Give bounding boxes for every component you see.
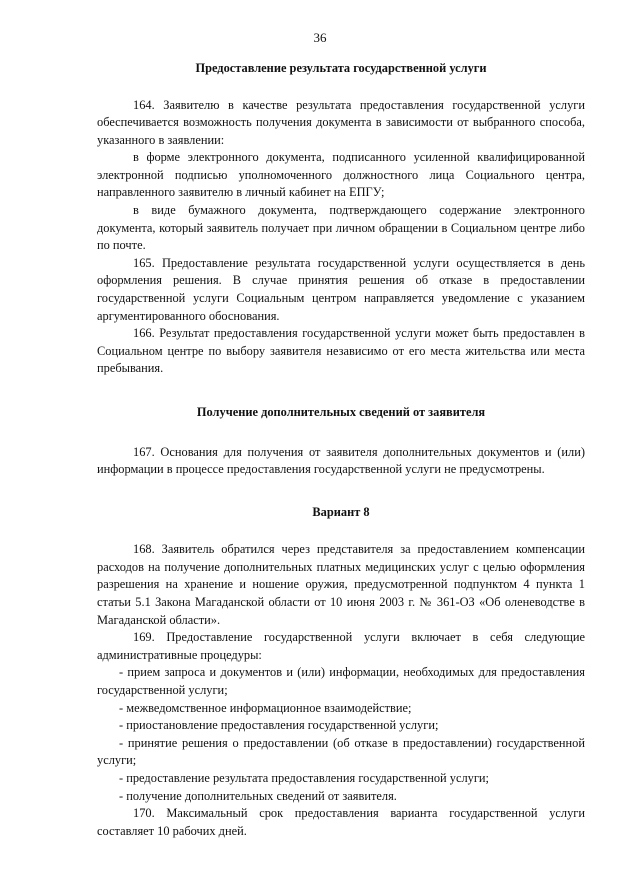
paragraph-166: 166. Результат предоставления государственной услуги может быть предоставлен в Социальном центре по выбору заявителя независимо от его места жительства или места пребывания. — [97, 326, 585, 376]
procedure-item: - приостановление предоставления государственной услуги; — [119, 718, 439, 733]
paragraph-164-electronic: в форме электронного документа, подписанного усиленной квалифицированной электронной подписью уполномоченного должностного лица Социального центра, направленного заявителю в личный кабинет на ЕПГУ; — [97, 150, 585, 200]
paragraph-168: 168. Заявитель обратился через представителя за предоставлением компенсации расходов на получение дополнительных платных медицинских услуг с целью оформления разрешения на хранение и ношение оружия, предусмотренной подпунктом 4 пункта 1 статьи 5.1 Закона Магаданской области от 10 июня 2003 г. № 361-ОЗ «Об оленеводстве в Магаданской области». — [97, 542, 585, 627]
procedure-item: - получение дополнительных сведений от заявителя. — [119, 788, 397, 803]
paragraph-170: 170. Максимальный срок предоставления варианта государственной услуги составляет 10 рабочих дней. — [97, 806, 585, 838]
paragraph-164: 164. Заявителю в качестве результата предоставления государственной услуги обеспечивается возможность получения документа в зависимости от выбранного способа, указанного в заявлении: — [97, 97, 585, 147]
procedure-item: - прием запроса и документов и (или) информации, необходимых для предоставления государственной услуги; — [97, 665, 585, 697]
page-number: 36 — [313, 30, 327, 45]
section-heading-variant-8: Вариант 8 — [312, 504, 370, 519]
paragraph-167: 167. Основания для получения от заявителя дополнительных документов и (или) информации в процессе предоставления государственной услуги не предусмотрены. — [97, 444, 585, 477]
paragraph-169: 169. Предоставление государственной услуги включает в себя следующие административные процедуры: — [97, 630, 585, 662]
procedure-item: - принятие решения о предоставлении (об отказе в предоставлении) государственной услуги; — [97, 735, 585, 768]
procedure-item: - предоставление результата предоставления государственной услуги; — [119, 770, 489, 785]
paragraph-164-paper: в виде бумажного документа, подтверждающего содержание электронного документа, который заявитель получает при личном обращении в Социальном центре либо по почте. — [97, 203, 585, 253]
document-body — [97, 60, 585, 840]
procedure-item: - межведомственное информационное взаимодействие; — [119, 700, 412, 715]
section-heading-result: Предоставление результата государственной услуги — [195, 61, 487, 75]
section-heading-additional-info: Получение дополнительных сведений от заявителя — [196, 405, 486, 419]
paragraph-165: 165. Предоставление результата государственной услуги осуществляется в день оформления решения. В случае принятия решения об отказе в предоставлении государственной услуги Социальным центром направляется уведомление с указанием аргументированного обоснования. — [97, 255, 585, 323]
